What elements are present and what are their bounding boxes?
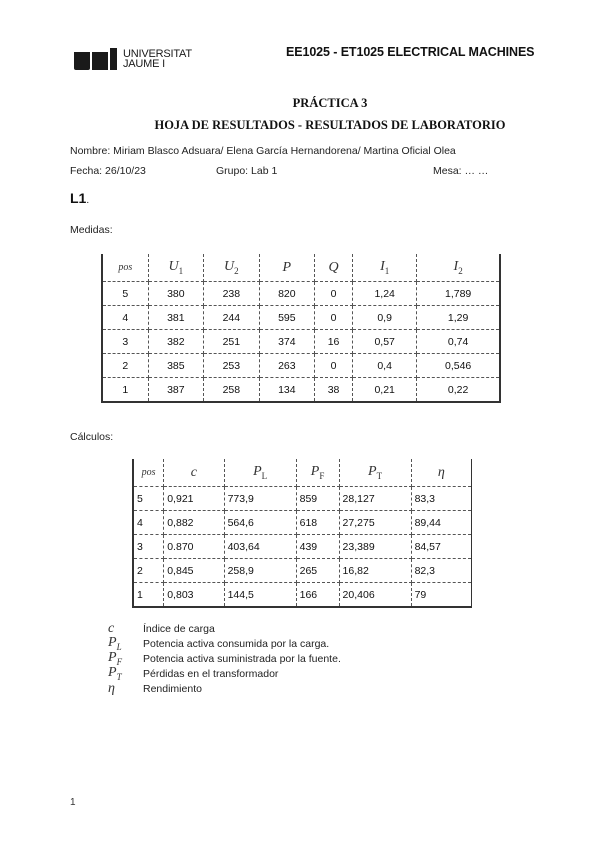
table-cell: 2 [133, 559, 164, 583]
table-cell: 374 [259, 330, 314, 354]
logo-line-1: UNIVERSITAT [123, 48, 192, 60]
column-header [148, 254, 203, 282]
table-cell: 5 [133, 487, 164, 511]
table-cell: 385 [148, 354, 203, 378]
table-row [133, 559, 472, 583]
table-cell: 3 [102, 330, 148, 354]
table-cell: 0 [315, 306, 353, 330]
logo-text [123, 49, 192, 69]
table-cell: 0,4 [353, 354, 417, 378]
page-number: 1 [70, 797, 76, 808]
table-cell: 23,389 [339, 535, 411, 559]
column-header [296, 459, 339, 487]
table-cell: 387 [148, 378, 203, 403]
table-cell: 1,29 [417, 306, 500, 330]
table-cell: 244 [204, 306, 259, 330]
table-cell: 265 [296, 559, 339, 583]
legend-description: Potencia activa consumida por la carga. [143, 637, 330, 650]
table-cell: 382 [148, 330, 203, 354]
medidas-label: Medidas: [70, 224, 113, 236]
table-row [102, 282, 500, 306]
legend-symbol-subscript: T [116, 671, 122, 682]
header-symbol: P [310, 464, 320, 480]
table-row [102, 306, 500, 330]
column-header [224, 459, 296, 487]
table-cell: 4 [102, 306, 148, 330]
table-row [133, 583, 472, 608]
header-subscript: 1 [384, 265, 390, 276]
course-title: EE1025 - ET1025 ELECTRICAL MACHINES [286, 45, 535, 59]
legend-symbol-base: P [108, 635, 117, 651]
legend-description: Índice de carga [143, 622, 215, 635]
legend-symbol-base: P [108, 650, 117, 666]
table-cell: 0,74 [417, 330, 500, 354]
table-cell: 1,24 [353, 282, 417, 306]
table-cell: 253 [204, 354, 259, 378]
legend-symbol [108, 621, 143, 637]
table-cell: 251 [204, 330, 259, 354]
logo-line-2: JAUME I [123, 58, 165, 70]
table-cell: 773,9 [224, 487, 296, 511]
calculations-table [132, 459, 472, 608]
header-subscript: F [319, 470, 325, 481]
table-cell: 0,57 [353, 330, 417, 354]
column-header [411, 459, 471, 487]
header-symbol: P [368, 464, 377, 480]
legend-item [108, 666, 341, 681]
column-header [417, 254, 500, 282]
header-symbol: pos [141, 467, 156, 478]
practice-title: PRÁCTICA 3 [292, 96, 368, 110]
table-cell: 0.870 [164, 535, 224, 559]
legend-symbol-subscript: F [116, 656, 123, 667]
table-header-row [133, 459, 472, 487]
table-cell: 595 [259, 306, 314, 330]
legend-symbol-base: η [108, 680, 115, 696]
table-row [133, 511, 472, 535]
column-header [164, 459, 224, 487]
table-cell: 28,127 [339, 487, 411, 511]
column-header [133, 459, 164, 487]
table-row [102, 378, 500, 403]
table-cell: 1 [102, 378, 148, 403]
legend-description: Rendimiento [143, 682, 202, 695]
table-row [133, 535, 472, 559]
header-symbol: U [224, 259, 235, 275]
table-cell: 4 [133, 511, 164, 535]
section-heading-text: L1 [70, 190, 87, 206]
university-logo [74, 45, 192, 73]
column-header [204, 254, 259, 282]
header-symbol: Q [328, 259, 339, 275]
table-cell: 403,64 [224, 535, 296, 559]
table-cell: 0,845 [164, 559, 224, 583]
table-cell: 84,57 [411, 535, 471, 559]
table-cell: 16,82 [339, 559, 411, 583]
table-cell: 1 [133, 583, 164, 608]
legend-symbol [108, 681, 143, 697]
column-header [315, 254, 353, 282]
table-cell: 166 [296, 583, 339, 608]
measurements-table [101, 254, 501, 403]
legend-description: Pérdidas en el transformador [143, 667, 279, 680]
header-subscript: 2 [458, 265, 463, 276]
header-symbol: P [253, 464, 262, 480]
table-row [133, 487, 472, 511]
table-cell: 38 [315, 378, 353, 403]
section-heading [70, 190, 89, 206]
table-cell: 89,44 [411, 511, 471, 535]
table-cell: 0,9 [353, 306, 417, 330]
symbol-legend [108, 621, 341, 696]
table-header-row [102, 254, 500, 282]
table-cell: 0,921 [164, 487, 224, 511]
table-cell: 5 [102, 282, 148, 306]
table-cell: 0 [315, 282, 353, 306]
table-row [102, 354, 500, 378]
legend-symbol-base: P [108, 665, 117, 681]
calculos-label: Cálculos: [70, 431, 114, 443]
column-header [339, 459, 411, 487]
header-subscript: 2 [234, 265, 239, 276]
legend-item [108, 651, 341, 666]
table-cell: 79 [414, 588, 427, 601]
column-header [259, 254, 314, 282]
legend-symbol-base: c [108, 620, 115, 636]
column-header [102, 254, 148, 282]
table-cell: 0,803 [164, 583, 224, 608]
legend-symbol [108, 665, 143, 682]
table-cell: 20,406 [339, 583, 411, 608]
table-cell: 2 [102, 354, 148, 378]
section-heading-suffix: . [86, 195, 90, 206]
table-cell: 82,3 [411, 559, 471, 583]
header-subscript: 1 [178, 265, 184, 276]
table-cell: 0,546 [417, 354, 500, 378]
legend-item [108, 621, 341, 636]
table-cell: 16 [315, 330, 353, 354]
header-symbol: I [453, 259, 459, 275]
table-cell: 820 [259, 282, 314, 306]
table-cell: 0 [315, 354, 353, 378]
table-cell: 380 [148, 282, 203, 306]
column-header [353, 254, 417, 282]
table-field: Mesa: … … [433, 165, 489, 177]
table-cell: 564,6 [224, 511, 296, 535]
table-cell: 258,9 [224, 559, 296, 583]
header-subscript: T [376, 470, 383, 481]
table-row [102, 330, 500, 354]
header-symbol: η [437, 464, 445, 480]
table-cell: 238 [204, 282, 259, 306]
header-symbol: pos [118, 262, 133, 273]
table-cell: 0,882 [164, 511, 224, 535]
legend-item [108, 681, 341, 696]
header-symbol: c [190, 464, 198, 480]
table-cell: 618 [296, 511, 339, 535]
table-cell: 1,789 [417, 282, 500, 306]
table-cell: 439 [296, 535, 339, 559]
header-symbol: U [168, 259, 179, 275]
table-cell: 27,275 [339, 511, 411, 535]
table-cell: 263 [259, 354, 314, 378]
names-line: Nombre: Miriam Blasco Adsuara/ Elena García Hernandorena/ Martina Oficial Olea [70, 145, 456, 157]
header-symbol: I [380, 259, 385, 275]
table-cell: 134 [259, 378, 314, 403]
header-symbol: P [282, 259, 292, 275]
table-cell: 83,3 [411, 487, 471, 511]
legend-symbol-subscript: L [116, 641, 122, 652]
group-field: Grupo: Lab 1 [216, 165, 278, 177]
sheet-title: HOJA DE RESULTADOS - RESULTADOS DE LABORATORIO [154, 118, 506, 132]
table-cell: 0,21 [353, 378, 417, 403]
table-cell: 859 [296, 487, 339, 511]
table-cell: 381 [148, 306, 203, 330]
uji-logo-mark-icon [74, 48, 117, 70]
table-cell: 3 [133, 535, 164, 559]
legend-item [108, 636, 341, 651]
date-field: Fecha: 26/10/23 [70, 165, 146, 177]
legend-description: Potencia activa suministrada por la fuente. [143, 652, 341, 665]
table-cell: 144,5 [224, 583, 296, 608]
table-cell: 0,22 [447, 383, 469, 396]
table-cell: 258 [204, 378, 259, 403]
header-subscript: L [261, 470, 268, 481]
